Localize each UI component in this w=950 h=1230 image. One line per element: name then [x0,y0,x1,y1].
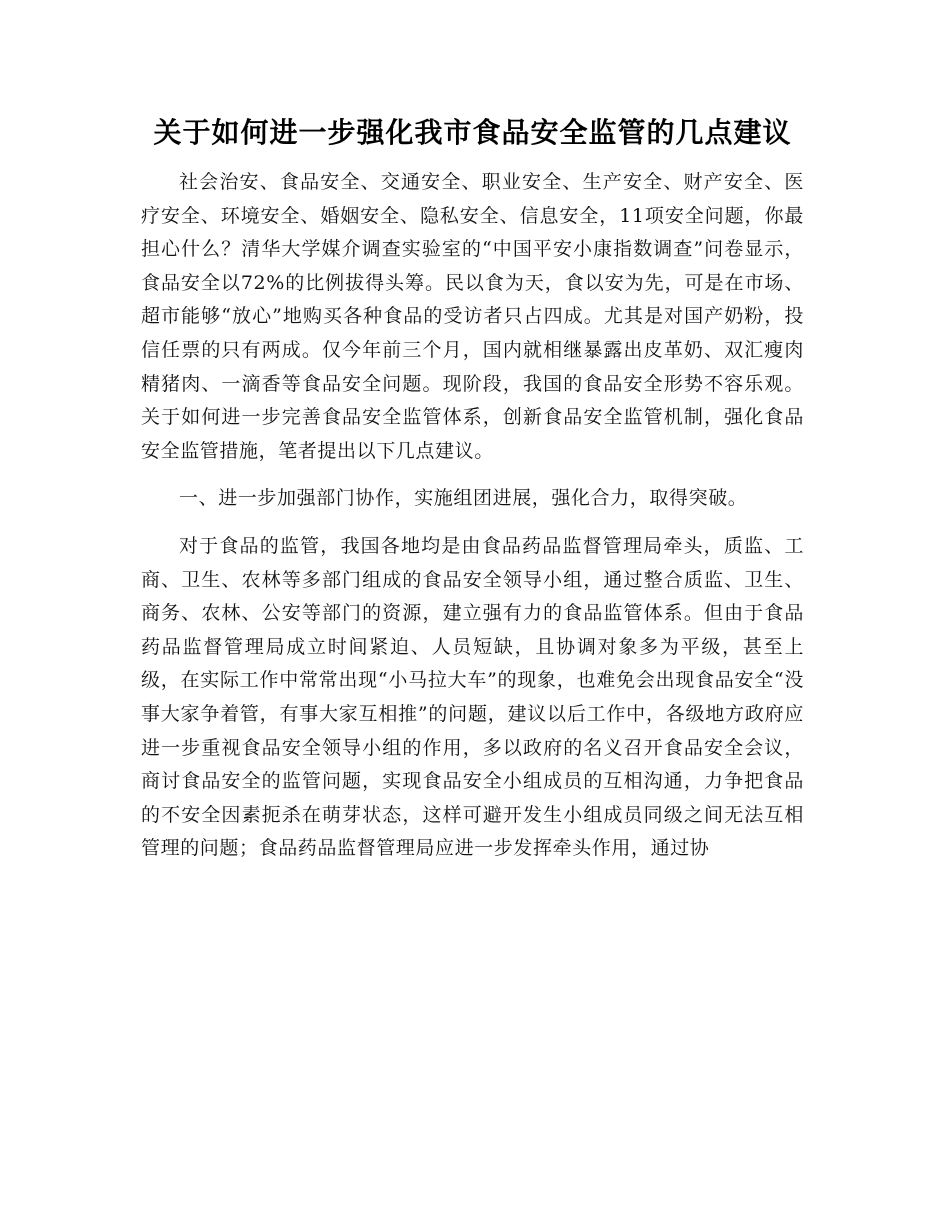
section-heading-one: 一、进一步加强部门协作，实施组团进展，强化合力，取得突破。 [179,487,748,510]
document-page [141,112,804,866]
intro-paragraph: 社会治安、食品安全、交通安全、职业安全、生产安全、财产安全、医疗安全、环境安全、婚姻安全、隐私安全、信息安全，11项安全问题，你最担心什么？清华大学媒介调查实验室的“中国平安小康指数调查”问卷显示，食品安全以72%的比例拔得头筹。民以食为天，食以安为先，可是在市场、超市能够“放心”地购买各种食品的受访者只占四成。尤其是对国产奶粉，投信任票的只有两成。仅今年前三个月，国内就相继暴露出皮革奶、双汇瘦肉精猪肉、一滴香等食品安全问题。现阶段，我国的食品安全形势不容乐观。 关于如何进一步完善食品安全监管体系，创新食品安全监管机制，强化食品安全监管措施，笔者提出以下几点建议。 [141,171,804,462]
body-paragraph: 对于食品的监管，我国各地均是由食品药品监督管理局牵头，质监、工商、卫生、农林等多部门组成的食品安全领导小组，通过整合质监、卫生、商务、农林、公安等部门的资源，建立强有力的食品监管体系。但由于食品药品监督管理局成立时间紧迫、人员短缺，且协调对象多为平级，甚至上级，在实际工作中常常出现“小马拉大车”的现象，也难免会出现食品安全“没事大家争着管，有事大家互相推”的问题，建议以后工作中，各级地方政府应进一步重视食品安全领导小组的作用，多以政府的名义召开食品安全会议，商讨食品安全的监管问题，实现食品安全小组成员的互相沟通，力争把食品的不安全因素扼杀在萌芽状态，这样可避开发生小组成员同级之间无法互相管理的问题；食品药品监督管理局应进一步发挥牵头作用，通过协 [141,534,804,860]
document-title: 关于如何进一步强化我市食品安全监管的几点建议 [153,116,792,149]
